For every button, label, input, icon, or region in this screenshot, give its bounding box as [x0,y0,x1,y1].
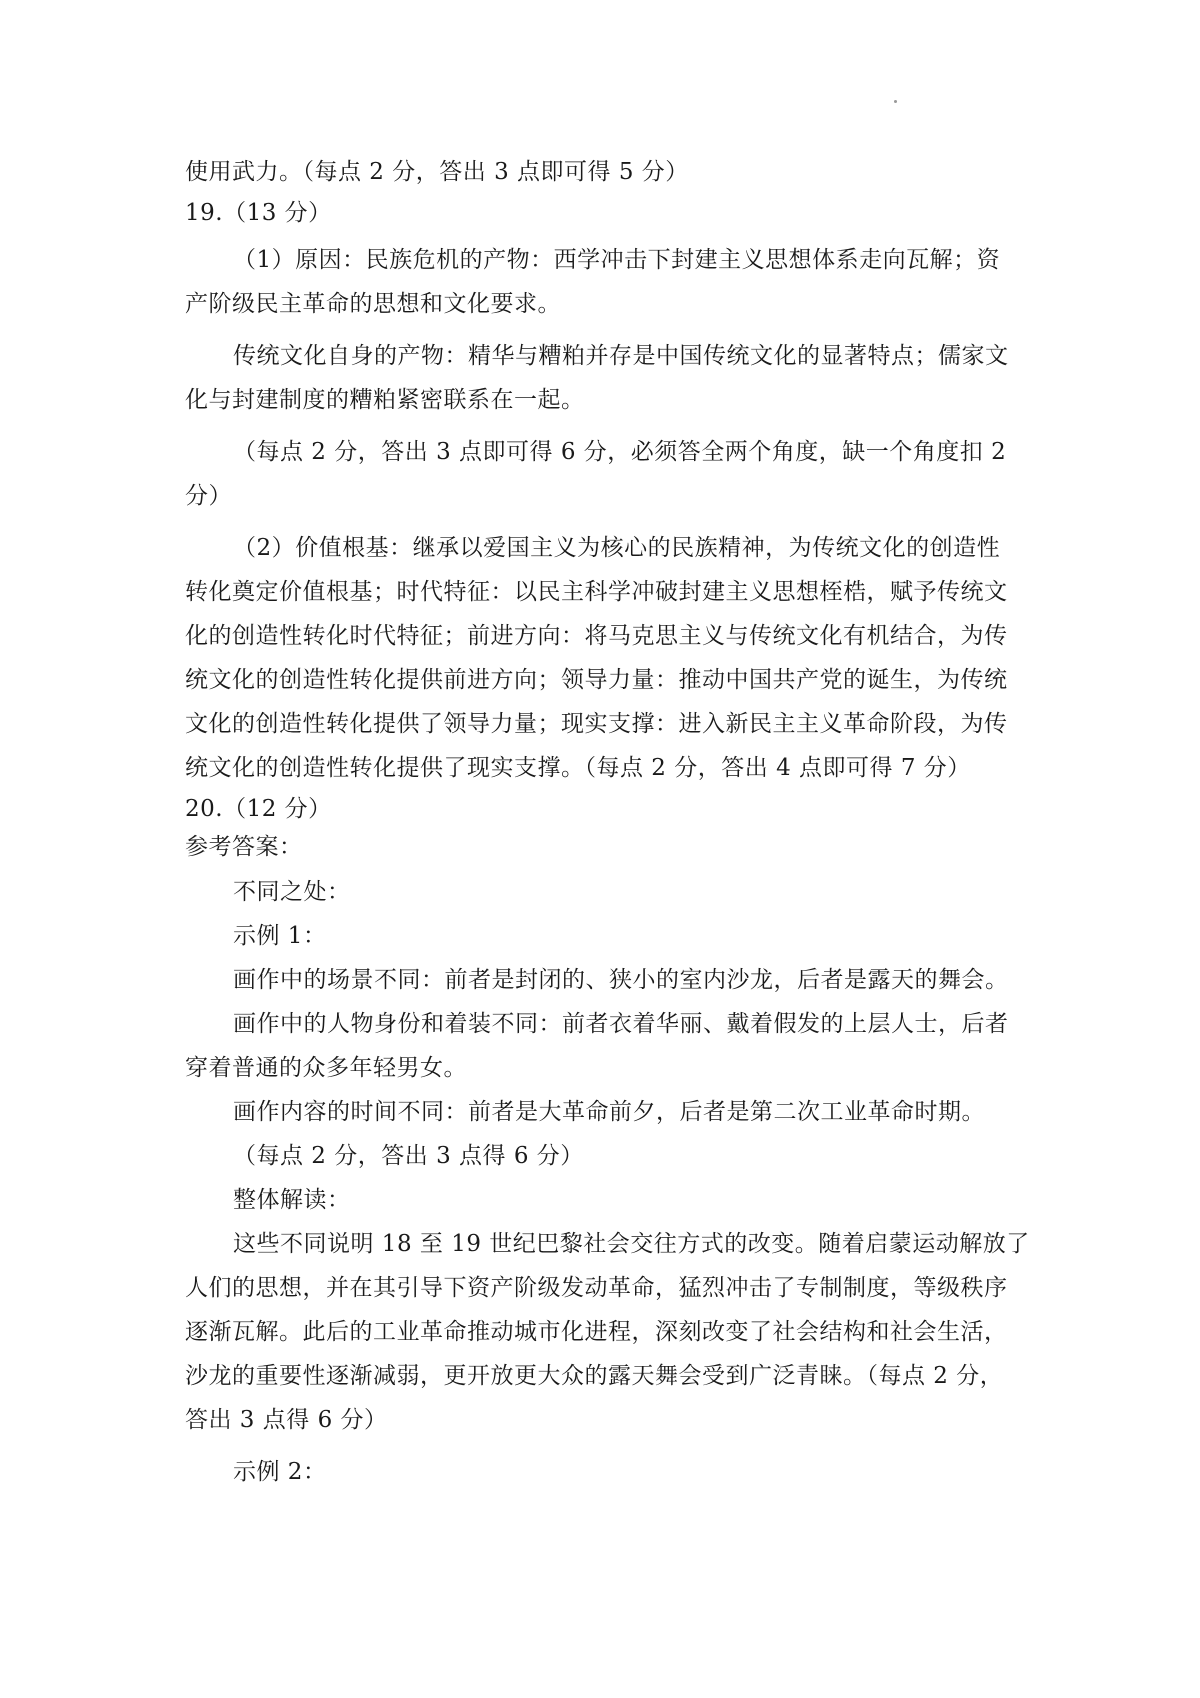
text-line: 产阶级民主革命的思想和文化要求。 [185,291,561,317]
text-line: 转化奠定价值根基；时代特征：以民主科学冲破封建主义思想桎梏，赋予传统文 [185,579,1008,605]
text-line: 答出 3 点得 6 分） [185,1407,388,1433]
text-line: 人们的思想，并在其引导下资产阶级发动革命，猛烈冲击了专制制度，等级秩序 [185,1275,1008,1301]
scan-speck [894,100,897,103]
answer-text-body [185,150,1030,1494]
text-line: 传统文化自身的产物：精华与糟粕并存是中国传统文化的显著特点；儒家文 [233,343,1009,369]
text-line: 使用武力。（每点 2 分，答出 3 点即可得 5 分） [185,159,689,185]
question-20-heading: 20.（12 分） [185,796,332,822]
scoring-note-cont: 分） [185,483,232,509]
differences-label: 不同之处： [233,879,351,905]
overall-interpretation-label: 整体解读： [233,1187,351,1213]
text-line: 统文化的创造性转化提供了现实支撑。（每点 2 分，答出 4 点即可得 7 分） [185,755,971,781]
scoring-note: （每点 2 分，答出 3 点得 6 分） [233,1143,584,1169]
example-2-label: 示例 2： [233,1459,327,1485]
text-line: 统文化的创造性转化提供前进方向；领导力量：推动中国共产党的诞生，为传统 [185,667,1008,693]
reference-answer-label: 参考答案： [185,834,303,860]
text-line: 画作中的场景不同：前者是封闭的、狭小的室内沙龙，后者是露天的舞会。 [233,967,1009,993]
text-line: 化与封建制度的糟粕紧密联系在一起。 [185,387,585,413]
scoring-note: （每点 2 分，答出 3 点即可得 6 分，必须答全两个角度，缺一个角度扣 2 [233,439,1007,465]
text-line: 画作内容的时间不同：前者是大革命前夕，后者是第二次工业革命时期。 [233,1099,985,1125]
text-line: 文化的创造性转化提供了领导力量；现实支撑：进入新民主主义革命阶段，为传 [185,711,1008,737]
text-line: 沙龙的重要性逐渐减弱，更开放更大众的露天舞会受到广泛青睐。（每点 2 分， [185,1363,1004,1389]
text-line: （1）原因：民族危机的产物：西学冲击下封建主义思想体系走向瓦解；资 [233,247,1001,273]
text-line: 逐渐瓦解。此后的工业革命推动城市化进程，深刻改变了社会结构和社会生活， [185,1319,1008,1345]
text-line: 这些不同说明 18 至 19 世纪巴黎社会交往方式的改变。随着启蒙运动解放了 [233,1231,1030,1257]
text-line: （2）价值根基：继承以爱国主义为核心的民族精神，为传统文化的创造性 [233,535,1001,561]
text-line: 化的创造性转化时代特征；前进方向：将马克思主义与传统文化有机结合，为传 [185,623,1008,649]
example-1-label: 示例 1： [233,923,327,949]
question-19-heading: 19.（13 分） [185,200,332,226]
text-line: 画作中的人物身份和着装不同：前者衣着华丽、戴着假发的上层人士，后者 [233,1011,1009,1037]
text-line: 穿着普通的众多年轻男女。 [185,1055,467,1081]
